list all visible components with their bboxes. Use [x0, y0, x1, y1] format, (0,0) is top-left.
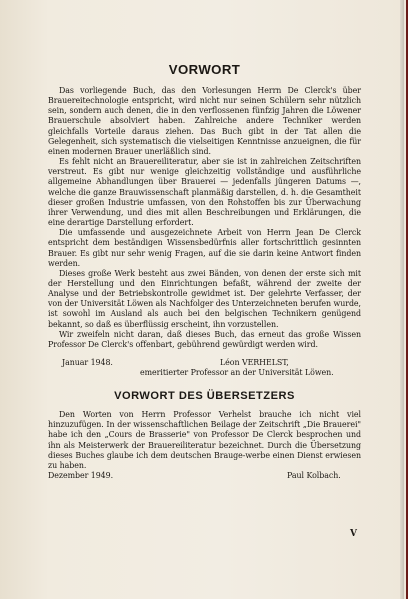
preface-paragraph-4: Dieses große Werk besteht aus zwei Bänden, von denen der erste sich mit der Herstellung und den Einrichtungen befaßt, während der zweite der Analyse und der Betriebskontrolle gewidmet ist. Der gelehrte Verfasser, der von der Universität Löwen als Nachfolger des Unterzeichneten berufen wurde, ist sowohl im Ausland als auch bei den belgischen Technikern genügend bekannt, so daß es überflüssig erscheint, ihn vorzustellen.: [48, 268, 361, 329]
preface-paragraph-2: Es fehlt nicht an Brauereiliteratur, aber sie ist in zahlreichen Zeitschriften verstreut. Es gibt nur wenige gleichzeitig vollständige und ausführliche allgemeine Abhandlungen über Brauerei — jedenfalls jüngeren Datums —, welche die ganze Brauwissenschaft planmäßig darstellen, d. h. die Gesamtheit dieser großen Industrie umfassen, von den Rohstoffen bis zur Überwachung ihrer Verwendung, und dies mit allen Beschreibungen und Erklärungen, die eine derartige Darstellung erfordert.: [48, 157, 361, 228]
translator-name: Paul Kolbach.: [287, 471, 341, 480]
translator-paragraph: Den Worten von Herrn Professor Verhelst brauche ich nicht viel hinzuzufügen. In der wissenschaftlichen Beilage der Zeitschrift „Die Brauerei" habe ich den „Cours de Brasserie" von Professor De Clerck besprochen und ihn als Meisterwerk der Brauereiliteratur bezeichnet. Durch die Übersetzung dieses Buches glaube ich dem deutschen Brauge-werbe einen Dienst erwiesen zu haben.: [48, 410, 361, 470]
preface-paragraph-1: Das vorliegende Buch, das den Vorlesungen Herrn De Clerck's über Brauereitechnologie entspricht, wird nicht nur seinen Schülern sehr nützlich sein, sondern auch denen, die in den verflossenen fünfzig Jahren die Löwener Brauerschule absolviert haben. Zahlreiche andere Techniker werden gleichfalls Vorteile daraus ziehen. Das Buch gibt in der Tat allen die Gelegenheit, sich systematisch die vielseitigen Kenntnisse anzueignen, die für einen modernen Brauer unerläßlich sind.: [48, 86, 361, 156]
translator-preface-heading: VORWORT DES ÜBERSETZERS: [114, 390, 295, 403]
translator-signature: [48, 471, 361, 481]
signature-title: emeritierter Professor an der Universität Löwen.: [140, 368, 334, 378]
signature-line-2: [48, 368, 361, 378]
signature-name: Léon VERHELST,: [220, 358, 289, 368]
preface-paragraph-3: Die umfassende und ausgezeichnete Arbeit von Herrn Jean De Clerck entspricht dem beständigen Wissensbedürfnis aller fortschrittlich gesinnten Brauer. Es gibt nur sehr wenig Fragen, auf die sie darin keine Antwort finden werden.: [48, 228, 361, 268]
page-content: [48, 62, 361, 481]
translator-date: Dezember 1949.: [48, 471, 114, 480]
page-number: V: [350, 529, 357, 539]
preface-paragraph-5: Wir zweifeln nicht daran, daß dieses Buch, das erneut das große Wissen Professor De Clerck's offenbart, gebührend gewürdigt werden wird.: [48, 329, 361, 349]
preface-signature: [48, 358, 361, 378]
preface-heading: VORWORT: [168, 62, 241, 77]
signature-date: Januar 1948.: [62, 358, 113, 368]
signature-line-1: [48, 358, 361, 368]
